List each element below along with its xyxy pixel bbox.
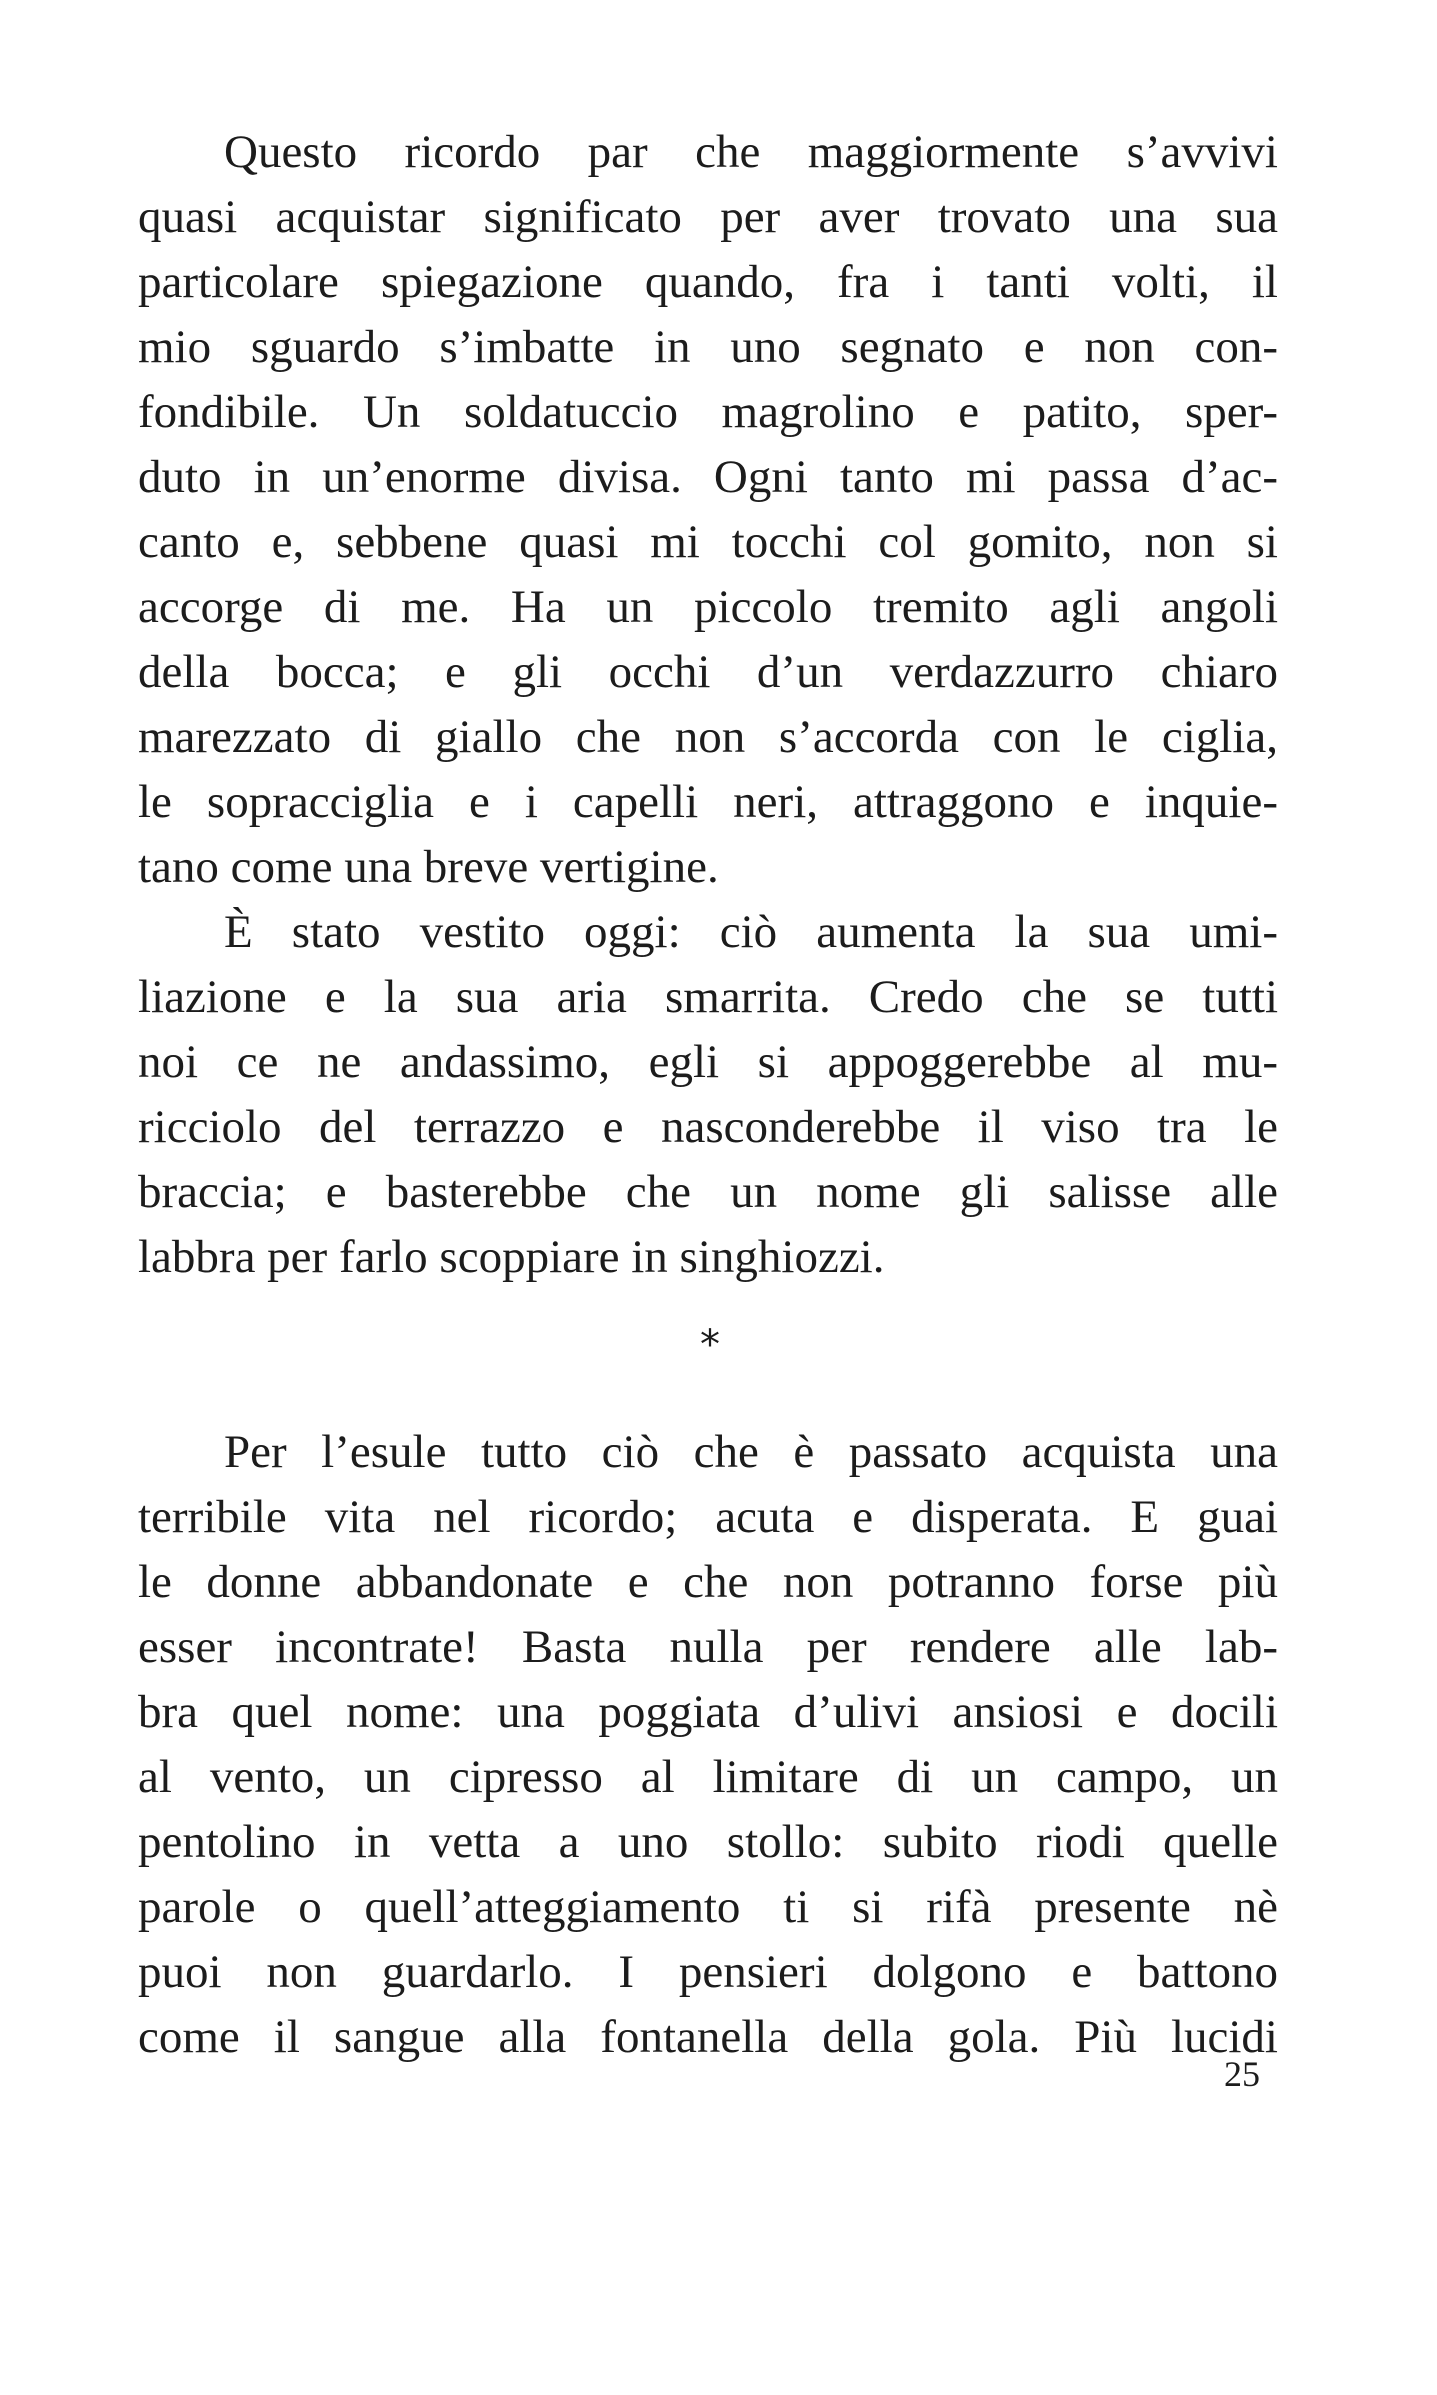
page-number: 25 bbox=[1224, 2054, 1260, 2094]
text-line: mio sguardo s’imbatte in uno segnato e non con- bbox=[138, 321, 1278, 373]
text-line: puoi non guardarlo. I pensieri dolgono e battono bbox=[138, 1946, 1278, 1998]
text-line: parole o quell’atteggiamento ti si rifà presente nè bbox=[138, 1881, 1278, 1933]
text-line: quasi acquistar significato per aver trovato una sua bbox=[138, 191, 1278, 243]
text-line: È stato vestito oggi: ciò aumenta la sua umi- bbox=[224, 906, 1278, 958]
text-line: noi ce ne andassimo, egli si appoggerebbe al mu- bbox=[138, 1036, 1278, 1088]
text-line: come il sangue alla fontanella della gola. Più lucidi bbox=[138, 2011, 1278, 2063]
text-line: labbra per farlo scoppiare in singhiozzi. bbox=[138, 1231, 885, 1283]
text-line: le sopracciglia e i capelli neri, attraggono e inquie- bbox=[138, 776, 1278, 828]
paragraph-3 bbox=[138, 1420, 1278, 2070]
text-line: duto in un’enorme divisa. Ogni tanto mi passa d’ac- bbox=[138, 451, 1278, 503]
text-line: le donne abbandonate e che non potranno forse più bbox=[138, 1556, 1278, 1608]
text-line: liazione e la sua aria smarrita. Credo che se tutti bbox=[138, 971, 1278, 1023]
text-line: braccia; e basterebbe che un nome gli salisse alle bbox=[138, 1166, 1278, 1218]
text-line: accorge di me. Ha un piccolo tremito agli angoli bbox=[138, 581, 1278, 633]
text-line: bra quel nome: una poggiata d’ulivi ansiosi e docili bbox=[138, 1686, 1278, 1738]
text-line: fondibile. Un soldatuccio magrolino e patito, sper- bbox=[138, 386, 1278, 438]
text-line: ricciolo del terrazzo e nasconderebbe il viso tra le bbox=[138, 1101, 1278, 1153]
text-line: marezzato di giallo che non s’accorda con le ciglia, bbox=[138, 711, 1278, 763]
text-line: esser incontrate! Basta nulla per rendere alle lab- bbox=[138, 1621, 1278, 1673]
text-line: tano come una breve vertigine. bbox=[138, 841, 719, 893]
text-line: della bocca; e gli occhi d’un verdazzurro chiaro bbox=[138, 646, 1278, 698]
text-line: pentolino in vetta a uno stollo: subito riodi quelle bbox=[138, 1816, 1278, 1868]
text-line: canto e, sebbene quasi mi tocchi col gomito, non si bbox=[138, 516, 1278, 568]
section-separator-asterisk: * bbox=[700, 1322, 720, 1368]
text-line: Questo ricordo par che maggiormente s’avvivi bbox=[224, 126, 1278, 178]
text-line: particolare spiegazione quando, fra i tanti volti, il bbox=[138, 256, 1278, 308]
text-line: Per l’esule tutto ciò che è passato acquista una bbox=[224, 1426, 1278, 1478]
paragraph-1 bbox=[138, 120, 1278, 900]
text-line: terribile vita nel ricordo; acuta e disperata. E guai bbox=[138, 1491, 1278, 1543]
text-line: al vento, un cipresso al limitare di un campo, un bbox=[138, 1751, 1278, 1803]
paragraph-2 bbox=[138, 900, 1278, 1290]
